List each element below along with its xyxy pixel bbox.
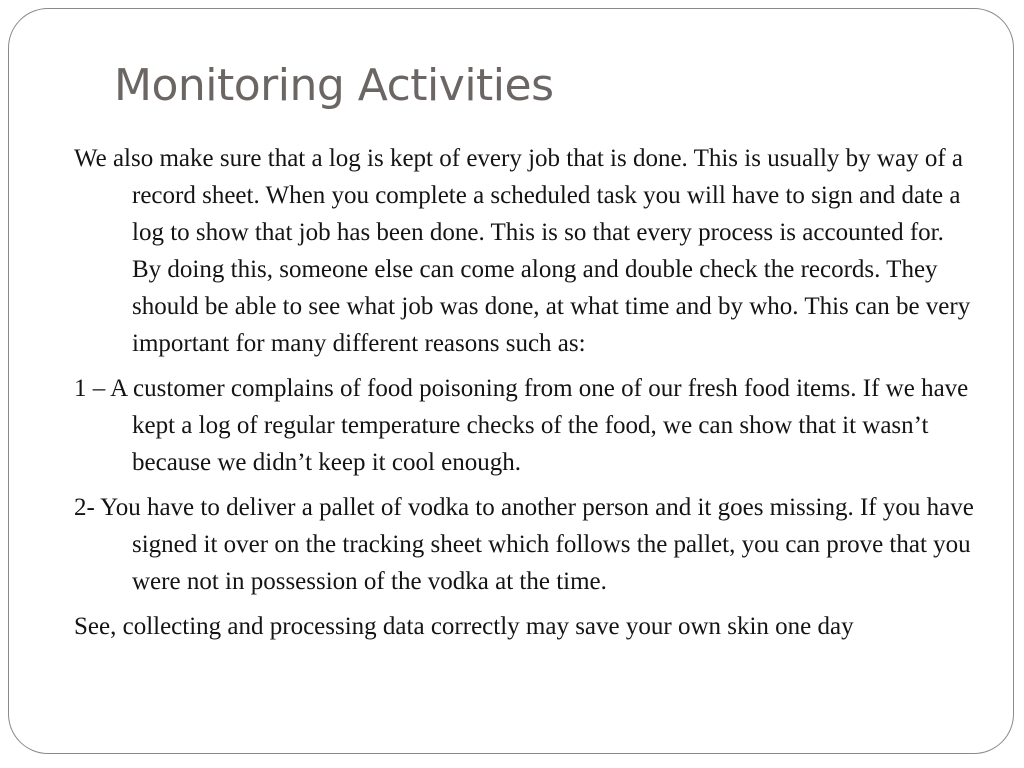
slide-body xyxy=(74,140,974,653)
slide-title: Monitoring Activities xyxy=(114,60,554,111)
body-paragraph-conclusion: See, collecting and processing data correctly may save your own skin one day xyxy=(74,613,854,640)
body-paragraph-example-2: 2- You have to deliver a pallet of vodka to another person and it goes missing. If you have signed it over on the tracking sheet which follows the pallet, you can prove that you were not in possession of the vodka at the time. xyxy=(74,494,974,595)
body-paragraph-example-1: 1 – A customer complains of food poisoning from one of our fresh food items. If we have kept a log of regular temperature checks of the food, we can show that it wasn’t because we didn’t keep it cool enough. xyxy=(74,375,969,476)
body-paragraph-intro: We also make sure that a log is kept of every job that is done. This is usually by way of a record sheet. When you complete a scheduled task you will have to sign and date a log to show that job has been done. This is so that every process is accounted for. By doing this, someone else can come along and double check the records. They should be able to see what job was done, at what time and by who. This can be very important for many different reasons such as: xyxy=(74,145,971,357)
